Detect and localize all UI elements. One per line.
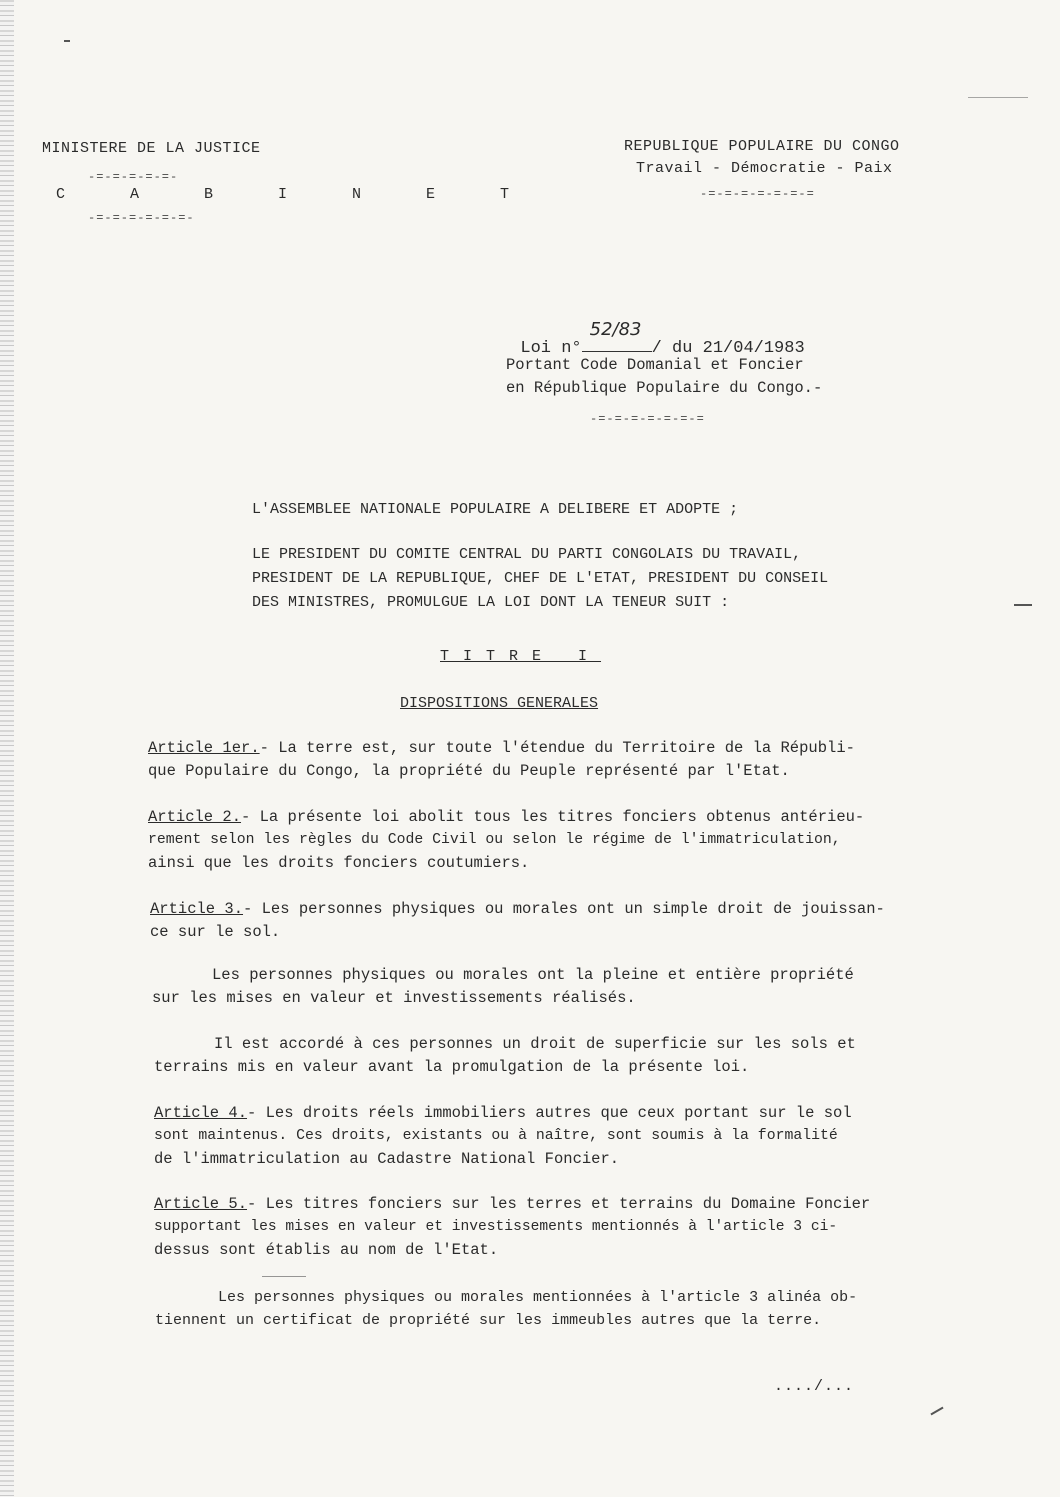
scan-speck	[968, 97, 1028, 98]
article-4-text-1: - Les droits réels immobiliers autres que ceux portant sur le sol	[247, 1104, 852, 1122]
law-date: / du 21/04/1983	[651, 339, 805, 358]
article-5-text-3: dessus sont établis au nom de l'Etat.	[154, 1241, 499, 1259]
article-5-text-1: - Les titres fonciers sur les terres et terrains du Domaine Foncier	[247, 1195, 871, 1213]
law-subject-line-1: Portant Code Domanial et Foncier	[506, 356, 804, 374]
republic-separator: -=-=-=-=-=-=-=	[700, 187, 815, 201]
scan-speck	[930, 1407, 943, 1416]
article-3-text-1: - Les personnes physiques ou morales ont un simple droit de jouissan-	[243, 900, 885, 918]
article-1	[148, 737, 855, 760]
article-5-label: Article 5.	[154, 1195, 248, 1213]
article-2-text-3: ainsi que les droits fonciers coutumiers.	[148, 854, 530, 872]
law-number-handwritten: 52/83	[589, 319, 642, 340]
law-prefix: Loi n°	[520, 339, 582, 358]
scan-speck	[64, 40, 70, 42]
ministry-name: MINISTERE DE LA JUSTICE	[42, 140, 261, 157]
ministry-separator: -=-=-=-=-=-	[88, 170, 179, 184]
republic-motto: Travail - Démocratie - Paix	[636, 160, 893, 177]
article-3	[150, 898, 885, 921]
article-3-para-3-line-2: terrains mis en valeur avant la promulgation de la présente loi.	[154, 1058, 750, 1076]
cabinet-separator: -=-=-=-=-=-=-	[88, 211, 195, 225]
titre-heading: DISPOSITIONS GENERALES	[400, 695, 599, 712]
article-4-label: Article 4.	[154, 1104, 248, 1122]
law-number-blank	[582, 319, 652, 352]
law-subject-line-2: en République Populaire du Congo.-	[506, 379, 823, 397]
article-4-text-2: sont maintenus. Ces droits, existants ou à naître, sont soumis à la formalité	[154, 1128, 838, 1144]
article-1-label: Article 1er.	[148, 739, 260, 757]
article-4	[154, 1102, 852, 1125]
president-line-1: LE PRESIDENT DU COMITE CENTRAL DU PARTI CONGOLAIS DU TRAVAIL,	[252, 546, 802, 563]
article-3-label: Article 3.	[150, 900, 244, 918]
law-reference	[500, 318, 805, 358]
article-5-para-2-line-2: tiennent un certificat de propriété sur les immeubles autres que la terre.	[155, 1312, 822, 1329]
president-line-3: DES MINISTRES, PROMULGUE LA LOI DONT LA TENEUR SUIT :	[252, 594, 730, 611]
article-3-para-2-line-2: sur les mises en valeur et investissements réalisés.	[152, 989, 636, 1007]
scan-speck	[1014, 604, 1032, 606]
scan-edge-noise	[0, 0, 14, 1497]
article-5-para-2-line-1: Les personnes physiques ou morales mentionnées à l'article 3 alinéa ob-	[218, 1289, 858, 1306]
article-5	[154, 1193, 870, 1216]
article-3-text-2: ce sur le sol.	[150, 923, 281, 941]
article-3-para-3-line-1: Il est accordé à ces personnes un droit de superficie sur les sols et	[214, 1035, 856, 1053]
article-2-label: Article 2.	[148, 808, 242, 826]
article-2	[148, 806, 864, 829]
cabinet-label: C A B I N E T	[56, 186, 538, 203]
law-separator: -=-=-=-=-=-=-=	[590, 412, 705, 426]
continuation-marker: ..../...	[774, 1378, 855, 1395]
article-3-para-2-line-1: Les personnes physiques ou morales ont la pleine et entière propriété	[212, 966, 854, 984]
republic-name: REPUBLIQUE POPULAIRE DU CONGO	[624, 138, 900, 155]
article-2-text-1: - La présente loi abolit tous les titres fonciers obtenus antérieu-	[241, 808, 865, 826]
assembly-statement: L'ASSEMBLEE NATIONALE POPULAIRE A DELIBERE ET ADOPTE ;	[252, 501, 739, 518]
article-1-text-1: - La terre est, sur toute l'étendue du Territoire de la Républi-	[259, 739, 855, 757]
article-5-text-2: supportant les mises en valeur et investissements mentionnés à l'article 3 ci-	[154, 1219, 838, 1235]
article-2-text-2: rement selon les règles du Code Civil ou selon le régime de l'immatriculation,	[148, 832, 841, 848]
article-1-text-2: que Populaire du Congo, la propriété du Peuple représenté par l'Etat.	[148, 762, 790, 780]
scan-speck	[262, 1276, 306, 1277]
article-4-text-3: de l'immatriculation au Cadastre National Foncier.	[154, 1150, 620, 1168]
president-line-2: PRESIDENT DE LA REPUBLIQUE, CHEF DE L'ETAT, PRESIDENT DU CONSEIL	[252, 570, 829, 587]
titre-label: TITRE I	[440, 648, 602, 665]
